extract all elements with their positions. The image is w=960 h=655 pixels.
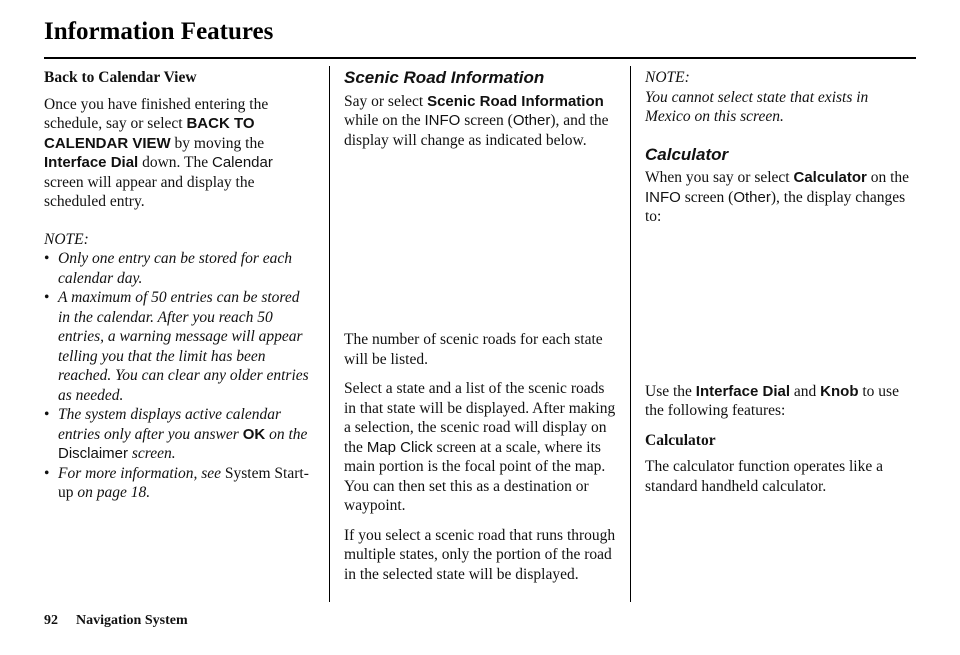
paragraph <box>44 95 314 212</box>
page-number: 92 <box>44 613 58 628</box>
column-left <box>44 68 314 503</box>
paragraph <box>645 168 915 227</box>
term: INFO <box>645 188 681 206</box>
text: When you say or select <box>645 169 794 186</box>
text: screen. <box>128 445 176 462</box>
column-divider <box>329 66 330 602</box>
text: A maximum of 50 entries can be stored in the calendar. After you reach 50 entries, a warning message will appear telling you that the limit has been reached. You can clear any older entries as needed. <box>58 289 309 404</box>
image-placeholder <box>645 237 915 382</box>
note-label: NOTE: <box>44 230 89 248</box>
term: Knob <box>820 382 859 400</box>
text: and <box>790 382 821 400</box>
text: on the <box>866 169 910 186</box>
text: Only one entry can be stored for each calendar day. <box>58 250 293 287</box>
text: to use the following features: <box>645 382 899 419</box>
section-heading-calculator: Calculator <box>645 144 729 164</box>
text: Once you have finished entering the schedule, say or select <box>44 95 269 132</box>
text: on the <box>265 425 308 443</box>
section-heading-scenic-road: Scenic Road Information <box>344 68 545 87</box>
paragraph <box>344 92 620 151</box>
note-item <box>44 464 314 503</box>
paragraph: If you select a scenic road that runs through multiple states, only the portion of the road in the selected state will be displayed. <box>344 526 616 583</box>
paragraph: The number of scenic roads for each state will be listed. <box>344 331 603 368</box>
term: Calculator <box>793 169 867 186</box>
term: Map Click <box>366 438 433 456</box>
text: screen ( <box>680 188 734 206</box>
term: Other <box>512 112 551 129</box>
text: down. The <box>138 154 212 171</box>
section-heading-back-to-calendar: Back to Calendar View <box>44 69 197 86</box>
text: Say or select <box>344 92 428 110</box>
text: For more information, see <box>58 464 225 482</box>
term: Interface Dial <box>695 382 791 400</box>
paragraph <box>344 379 620 516</box>
column-middle <box>344 68 620 594</box>
page-footer <box>44 613 188 629</box>
term: Disclaimer <box>58 445 129 462</box>
text: screen will appear and display the scheduled entry. <box>44 173 255 210</box>
page-title: Information Features <box>44 18 274 45</box>
term: BACK TO CALENDAR VIEW <box>44 115 255 152</box>
text: Select a state and a list of the scenic roads in that state will be displayed. After making a selection, the scenic road will display on the <box>344 380 616 456</box>
term: Other <box>733 188 771 206</box>
note-item <box>44 405 314 464</box>
paragraph <box>645 382 915 421</box>
text: screen ( <box>460 112 513 129</box>
term: Interface Dial <box>44 154 139 171</box>
footer-section: Navigation System <box>76 613 188 628</box>
text: screen at a scale, where its main portion is the focal point of the map. You can then set this as a destination or waypoint. <box>344 438 606 514</box>
term: OK <box>242 425 266 443</box>
header-rule <box>44 57 916 59</box>
note-item <box>44 249 314 288</box>
text: ), and the display will change as indicated below. <box>344 112 609 149</box>
term: Calendar <box>211 154 273 171</box>
term: Scenic Road Information <box>427 92 604 110</box>
text: Use the <box>645 382 696 400</box>
column-divider <box>630 66 631 602</box>
note-text: You cannot select state that exists in Mexico on this screen. <box>645 88 869 125</box>
term: INFO <box>424 112 461 129</box>
cross-reference-link[interactable]: System Start-up <box>58 464 309 501</box>
text: The system displays active calendar entries only after you answer <box>58 406 281 443</box>
text: while on the <box>344 112 425 129</box>
note-item <box>44 288 314 405</box>
column-right <box>645 68 915 506</box>
image-placeholder <box>344 160 620 330</box>
note-list <box>44 249 314 503</box>
note-label: NOTE: <box>645 69 690 86</box>
paragraph: The calculator function operates like a standard handheld calculator. <box>645 458 883 495</box>
text: ), the display changes to: <box>645 188 906 225</box>
text: by moving the <box>170 134 265 152</box>
text: on page 18. <box>73 484 151 501</box>
subheading-calculator: Calculator <box>645 431 716 449</box>
